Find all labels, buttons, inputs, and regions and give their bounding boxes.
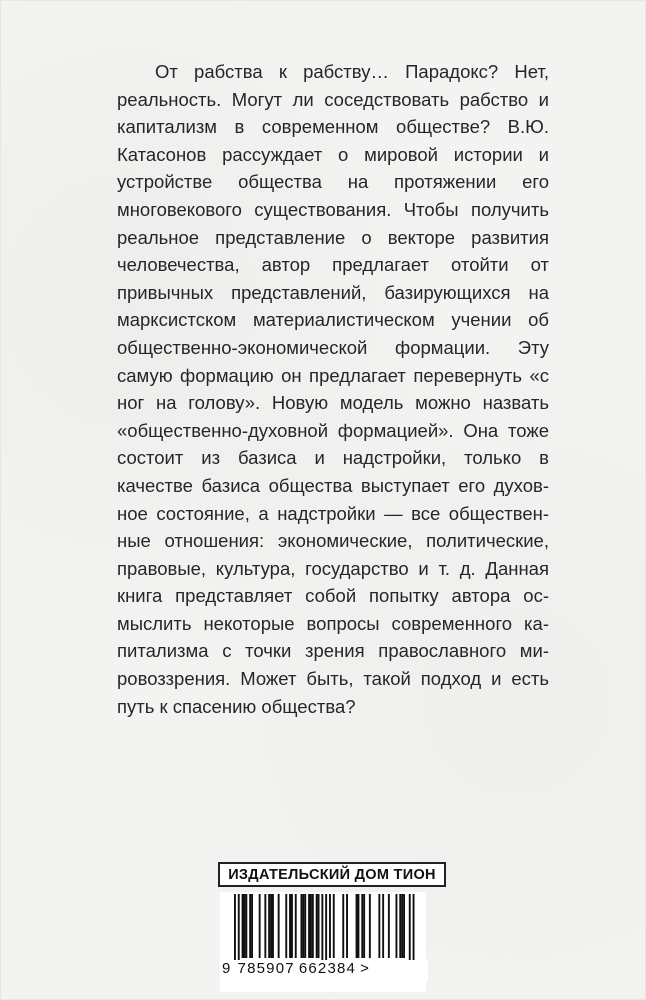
barcode-bar bbox=[346, 894, 348, 958]
isbn-number bbox=[220, 960, 428, 982]
barcode-bar bbox=[301, 894, 303, 958]
barcode-bar bbox=[244, 894, 246, 958]
barcode-bar bbox=[333, 894, 335, 958]
barcode-bar bbox=[358, 894, 360, 958]
barcode-bar bbox=[356, 894, 358, 958]
publisher-name: ИЗДАТЕЛЬСКИЙ ДОМ ТИОН bbox=[228, 866, 436, 883]
isbn-lead-digit: 9 bbox=[222, 960, 232, 977]
barcode-bar bbox=[388, 894, 390, 958]
barcode-bar bbox=[304, 894, 306, 958]
barcode-bar bbox=[285, 894, 287, 958]
barcode-bar bbox=[234, 894, 236, 966]
barcode-bar bbox=[312, 894, 314, 958]
barcode-bar bbox=[399, 894, 401, 958]
barcode-bar bbox=[325, 894, 327, 966]
barcode-bar bbox=[302, 894, 304, 958]
barcode-bar bbox=[310, 894, 312, 958]
barcode-bar bbox=[382, 894, 384, 958]
barcode-bar bbox=[270, 894, 272, 958]
barcode-bar bbox=[369, 894, 371, 958]
barcode-bar bbox=[316, 894, 318, 958]
barcode-bar bbox=[342, 894, 344, 958]
barcode-bar bbox=[413, 894, 415, 966]
isbn-barcode bbox=[220, 892, 426, 992]
isbn-group-right: 662384 bbox=[298, 960, 357, 977]
barcode-bar bbox=[403, 894, 405, 958]
barcode-bar bbox=[295, 894, 297, 958]
book-description: От рабства к рабству… Парадокс? Нет, реальность. Могут ли соседствовать рабство и капитализм в современном обществе? В.Ю. Катасонов рассуждает о мировой истории и устройстве общества на протяжении его многовекового существования. Чтобы получить реальное представление о векторе развития человечества, автор предлагает отойти от привычных представлений, базирующихся на марксистском материалистическом учении об общественно-экономической формации. Эту самую формацию он предлагает перевернуть «с ног на голову». Новую модель можно назвать «общественно-духовной формацией». Она тоже состоит из базиса и надстройки, только в качестве базиса общества выступает его духовное состояние, а надстройки — все общественные отношения: экономические, политические, правовые, культура, государство и т. д. Данная книга представляет собой попытку автора осмыслить некоторые вопросы современного капитализма с точки зрения православного мировоззрения. Может быть, такой подход и есть путь к спасению общества? bbox=[117, 61, 549, 717]
barcode-bar bbox=[268, 894, 270, 958]
barcode-bar bbox=[264, 894, 266, 958]
barcode-bar bbox=[409, 894, 411, 966]
barcode-bar bbox=[289, 894, 291, 958]
barcode-bar bbox=[242, 894, 244, 958]
barcode-bar bbox=[251, 894, 253, 958]
barcode-bar bbox=[238, 894, 240, 966]
barcode-bar bbox=[272, 894, 274, 958]
barcode-bar bbox=[259, 894, 261, 958]
barcode-bar bbox=[396, 894, 398, 958]
isbn-quiet-zone-mark: > bbox=[360, 960, 369, 977]
barcode-bar bbox=[291, 894, 293, 958]
barcode-bar bbox=[361, 894, 363, 958]
barcode-bar bbox=[321, 894, 323, 966]
barcode-bar bbox=[245, 894, 247, 958]
barcode-bar bbox=[401, 894, 403, 958]
barcode-bar bbox=[308, 894, 310, 958]
barcode-bar bbox=[378, 894, 380, 958]
barcode-bar bbox=[278, 894, 280, 958]
barcode-bar bbox=[363, 894, 365, 958]
barcode-bar bbox=[318, 894, 320, 958]
barcode-bar bbox=[329, 894, 331, 958]
barcode-bar bbox=[249, 894, 251, 958]
publisher-label-box bbox=[218, 862, 446, 887]
isbn-group-left: 785907 bbox=[237, 960, 295, 977]
